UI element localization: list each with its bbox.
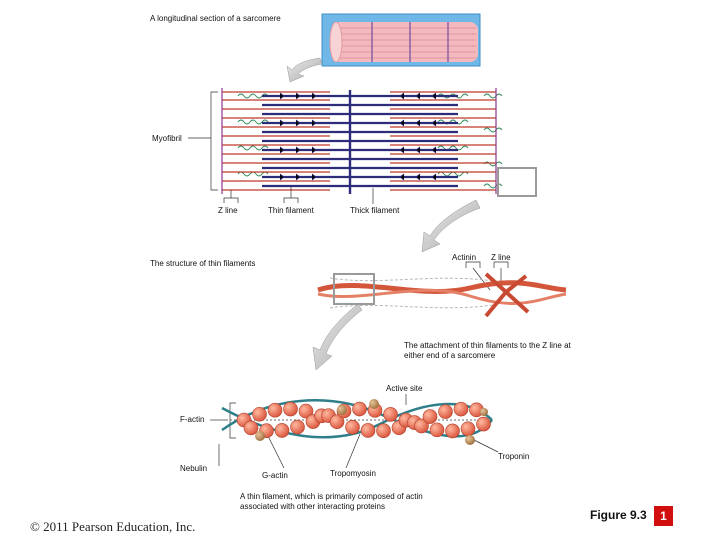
g-actin-bead xyxy=(284,402,298,416)
g-actin-bead xyxy=(361,423,375,437)
g-actin-bead xyxy=(353,402,367,416)
thin-filament-label: Thin filament xyxy=(268,206,314,215)
section-title: A longitudinal section of a sarcomere xyxy=(150,14,281,23)
z-line-label-2: Z line xyxy=(491,253,511,262)
thin-filament-caption: A thin filament, which is primarily composed of actin associated with other interacting proteins xyxy=(240,492,423,511)
g-actin-bead xyxy=(454,402,468,416)
g-actin-bead xyxy=(430,423,444,437)
copyright-notice: © 2011 Pearson Education, Inc. xyxy=(30,519,196,534)
g-actin-bead xyxy=(346,420,360,434)
active-site-label: Active site xyxy=(386,384,423,393)
tropomyosin-label: Tropomyosin xyxy=(330,469,376,478)
attachment-caption: The attachment of thin filaments to the Z line at either end of a sarcomere xyxy=(404,341,571,360)
g-actin-bead xyxy=(477,417,491,431)
figure-number: Figure 9.3 xyxy=(590,508,647,522)
g-actin-bead xyxy=(268,403,282,417)
page-number-badge: 1 xyxy=(654,506,673,526)
g-actin-bead xyxy=(461,422,475,436)
sarcomere-section xyxy=(222,88,536,196)
g-actin-bead xyxy=(384,407,398,421)
arrow-3-icon xyxy=(313,304,362,370)
nebulin-label: Nebulin xyxy=(180,464,208,473)
g-actin-bead xyxy=(291,420,305,434)
myofibril-thumbnail xyxy=(322,14,480,66)
f-actin-label: F-actin xyxy=(180,415,205,424)
troponin-label: Troponin xyxy=(498,452,530,461)
g-actin-bead xyxy=(423,410,437,424)
structure-heading: The structure of thin filaments xyxy=(150,259,256,268)
g-actin-bead xyxy=(377,424,391,438)
actinin-label: Actinin xyxy=(452,253,477,262)
g-actin-bead xyxy=(244,421,258,435)
thick-filament-label: Thick filament xyxy=(350,206,400,215)
myofibril-label: Myofibril xyxy=(152,134,182,143)
arrow-2-icon xyxy=(422,200,480,252)
g-actin-bead xyxy=(253,407,267,421)
z-line-label: Z line xyxy=(218,206,238,215)
g-actin-bead xyxy=(439,405,453,419)
arrow-1-icon xyxy=(287,58,322,82)
g-actin-bead xyxy=(275,423,289,437)
g-actin-bead xyxy=(446,424,460,438)
g-actin-label: G-actin xyxy=(262,471,288,480)
